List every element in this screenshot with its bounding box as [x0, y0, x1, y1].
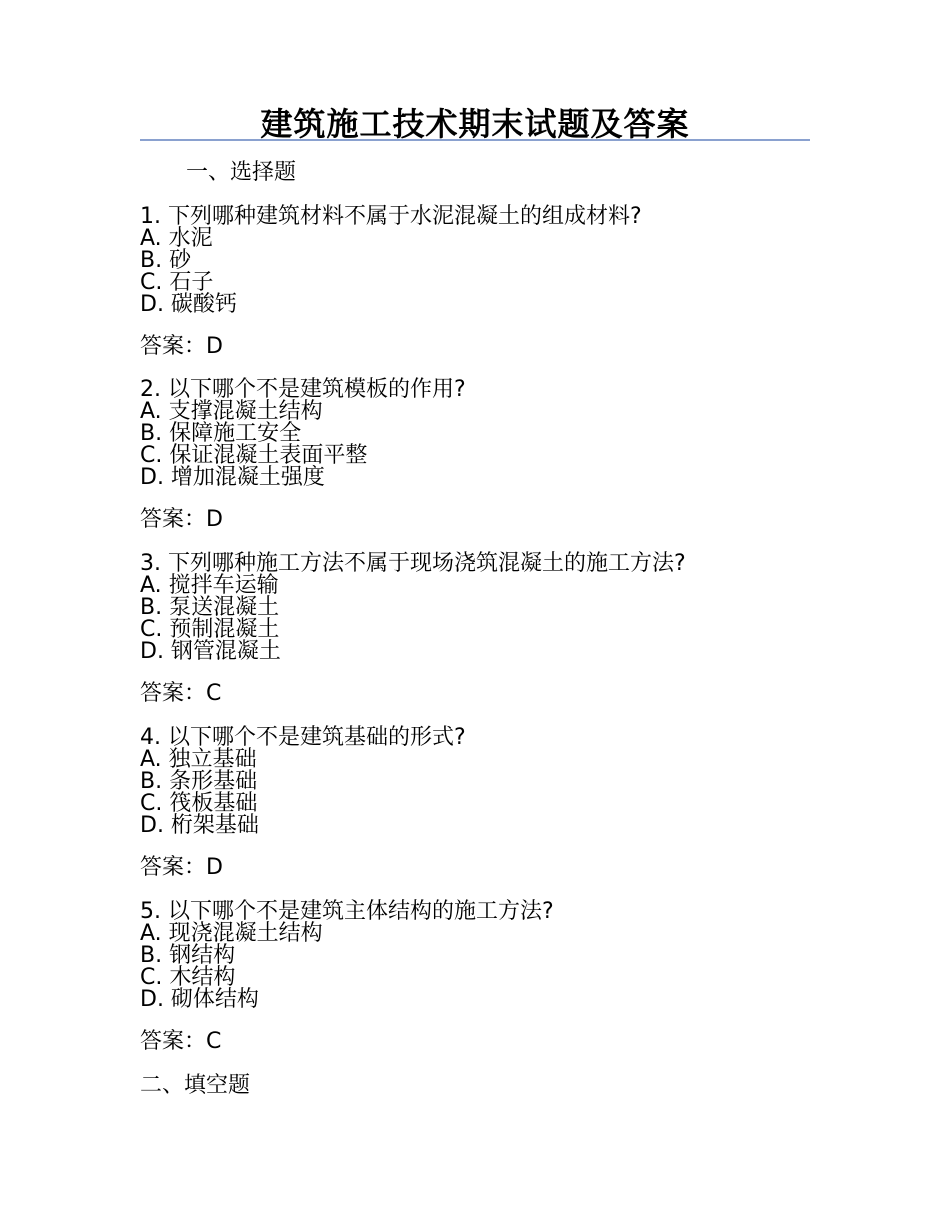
question-option: A. 独立基础 [140, 747, 257, 772]
question-option: B. 泵送混凝土 [140, 595, 280, 620]
question-block-3 [140, 551, 820, 706]
question-option: D. 钢管混凝土 [140, 639, 281, 664]
question-block-5 [140, 899, 820, 1054]
question-option: B. 钢结构 [140, 943, 236, 968]
question-option: D. 增加混凝土强度 [140, 465, 325, 490]
question-stem: 4. 以下哪个不是建筑基础的形式? [140, 725, 466, 750]
question-option: A. 支撑混凝土结构 [140, 399, 323, 424]
question-answer: 答案：C [140, 1029, 222, 1054]
question-option: A. 现浇混凝土结构 [140, 921, 323, 946]
question-stem: 2. 以下哪个不是建筑模板的作用? [140, 377, 466, 402]
question-option: C. 预制混凝土 [140, 617, 280, 642]
question-block-1 [140, 204, 820, 359]
question-option: C. 保证混凝土表面平整 [140, 443, 368, 468]
question-block-2 [140, 377, 820, 532]
question-option: B. 条形基础 [140, 769, 258, 794]
question-option: B. 砂 [140, 248, 192, 273]
section-heading-choice: 一、选择题 [186, 160, 297, 185]
question-option: B. 保障施工安全 [140, 421, 302, 446]
question-option: D. 砌体结构 [140, 987, 259, 1012]
document-title: 建筑施工技术期末试题及答案 [260, 105, 690, 143]
question-option: A. 搅拌车运输 [140, 573, 279, 598]
title-underline [140, 139, 810, 141]
question-stem: 5. 以下哪个不是建筑主体结构的施工方法? [140, 899, 554, 924]
question-block-4 [140, 725, 820, 880]
question-option: C. 木结构 [140, 965, 236, 990]
question-answer: 答案：D [140, 334, 223, 359]
question-option: D. 桁架基础 [140, 813, 259, 838]
question-answer: 答案：C [140, 681, 222, 706]
question-option: A. 水泥 [140, 226, 213, 251]
question-option: D. 碳酸钙 [140, 292, 237, 317]
question-option: C. 石子 [140, 270, 214, 295]
question-answer: 答案：D [140, 507, 223, 532]
question-answer: 答案：D [140, 855, 223, 880]
question-option: C. 筏板基础 [140, 791, 258, 816]
question-stem: 3. 下列哪种施工方法不属于现场浇筑混凝土的施工方法? [140, 551, 686, 576]
section-heading-fill-blank: 二、填空题 [140, 1073, 251, 1098]
question-stem: 1. 下列哪种建筑材料不属于水泥混凝土的组成材料? [140, 204, 642, 229]
